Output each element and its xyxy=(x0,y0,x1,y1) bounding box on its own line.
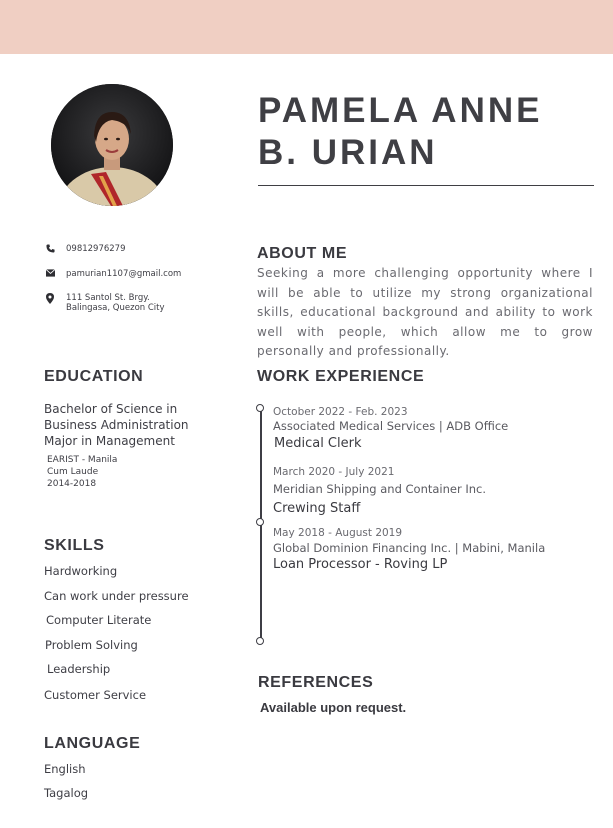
skill-item: Computer Literate xyxy=(46,613,152,627)
name-line-1: PAMELA ANNE xyxy=(258,91,543,130)
contact-phone xyxy=(46,244,126,256)
skill-item: Hardworking xyxy=(44,564,118,578)
job-company: Global Dominion Financing Inc. | Mabini, Manila xyxy=(273,541,546,555)
timeline-dot xyxy=(256,637,264,645)
school-name: EARIST - Manila xyxy=(47,455,118,465)
skill-item: Problem Solving xyxy=(45,638,138,652)
job-date: March 2020 - July 2021 xyxy=(273,466,395,478)
full-name xyxy=(258,90,542,174)
about-text: Seeking a more challenging opportunity where I will be able to utilize my strong organizational skills, educational background and ability to work well with people, which allow me to grow personally and professionally. xyxy=(257,266,593,359)
address xyxy=(66,293,165,313)
school-honor: Cum Laude xyxy=(47,467,99,477)
job-date: May 2018 - August 2019 xyxy=(273,527,403,539)
degree-line-1: Bachelor of Science in xyxy=(44,402,178,416)
about-heading: ABOUT ME xyxy=(257,245,348,262)
phone-icon xyxy=(46,244,60,256)
skill-item: Customer Service xyxy=(44,688,147,702)
degree-line-3: Major in Management xyxy=(44,434,175,448)
job-company: Meridian Shipping and Container Inc. xyxy=(273,482,487,496)
school-years: 2014-2018 xyxy=(47,479,97,489)
skills-heading: SKILLS xyxy=(44,537,105,554)
map-pin-icon xyxy=(46,293,60,313)
degree-line-2: Business Administration xyxy=(44,418,189,432)
profile-photo xyxy=(51,84,173,206)
work-heading: WORK EXPERIENCE xyxy=(257,368,425,385)
education-degree xyxy=(44,401,189,449)
skill-item: Leadership xyxy=(47,662,111,676)
contact-address xyxy=(46,293,165,313)
timeline-dot xyxy=(256,404,264,412)
email-address: pamurian1107@gmail.com xyxy=(66,269,182,279)
language-item: Tagalog xyxy=(44,786,89,800)
address-line-1: 111 Santol St. Brgy. xyxy=(66,293,150,303)
job-date: October 2022 - Feb. 2023 xyxy=(273,406,408,418)
envelope-icon xyxy=(46,269,60,280)
phone-number: 09812976279 xyxy=(66,244,126,254)
education-details xyxy=(47,454,117,490)
language-heading: LANGUAGE xyxy=(44,735,141,752)
name-divider xyxy=(258,185,594,186)
job-company: Associated Medical Services | ADB Office xyxy=(273,419,509,433)
language-item: English xyxy=(44,762,86,776)
address-line-2: Balingasa, Quezon City xyxy=(66,303,165,313)
contact-email xyxy=(46,269,181,280)
job-title: Loan Processor - Roving LP xyxy=(273,557,448,572)
references-heading: REFERENCES xyxy=(258,674,374,691)
references-text: Available upon request. xyxy=(260,700,407,715)
name-line-2: B. URIAN xyxy=(258,133,438,172)
header-band xyxy=(0,0,613,54)
skill-item: Can work under pressure xyxy=(44,589,189,603)
job-title: Crewing Staff xyxy=(273,501,361,516)
timeline-dot xyxy=(256,518,264,526)
education-heading: EDUCATION xyxy=(44,368,144,385)
job-title: Medical Clerk xyxy=(274,436,362,451)
